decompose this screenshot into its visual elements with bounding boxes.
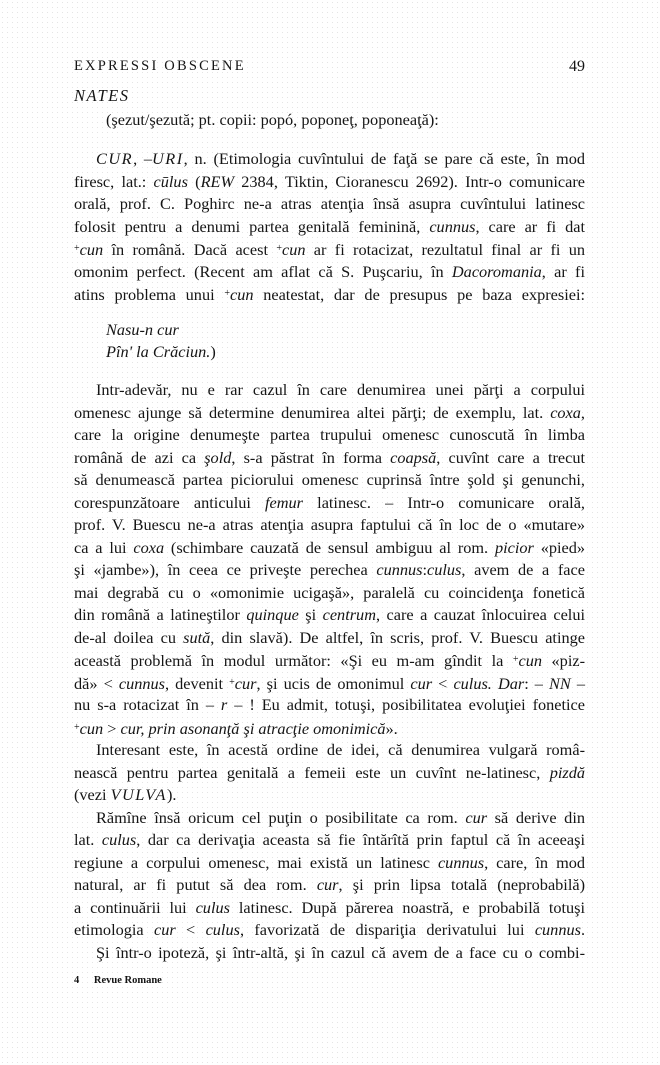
text-line: regiune a corpului omenesc, mai există un latinesc cunnus, care, în mod	[74, 853, 586, 872]
text-line: atins problema unui +cun neatestat, dar de presupus pe baza expresiei:	[74, 285, 586, 304]
text-line: nească pentru partea genitală a femeii este un cuvînt ne-latinesc, pizdă	[74, 763, 585, 782]
text-line: ca a lui coxa (schimbare cauzată de sensul ambiguu al rom. picior «pied»	[74, 538, 586, 557]
text-line: română de azi ca şold, s-a păstrat în forma coapsă, cuvînt care a trecut	[74, 448, 586, 467]
page-number: 49	[569, 58, 585, 75]
text-line: şi «jambe»), în ceea ce priveşte perechea cunnus:culus, avem de a face	[74, 560, 585, 579]
text-line: Intr-adevăr, nu e rar cazul în care denumirea unei părţi a corpului	[96, 380, 585, 399]
text-line: CUR, –URI, n. (Etimologia cuvîntului de faţă se pare că este, în mod	[96, 149, 586, 168]
entry-headword: NATES	[74, 86, 130, 105]
text-line: natural, ar fi putut să dea rom. cur, şi prin lipsa totală (neprobabilă)	[74, 875, 586, 894]
text-line: această problemă în modul următor: «Şi eu m-am gîndit la +cun «piz-	[74, 651, 585, 670]
signature-footer	[74, 975, 162, 986]
text-line: dă» < cunnus, devenit +cur, şi ucis de omonimul cur < culus. Dar: – NN –	[74, 674, 586, 693]
text-line: +cun > cur, prin asonanţă şi atracţie omonimică».	[74, 719, 398, 738]
signature-number: 4	[74, 975, 80, 986]
text-line: +cun în română. Dacă acest +cun ar fi rotacizat, rezultatul final ar fi un	[74, 240, 585, 259]
text-line: omonim perfect. (Recent am aflat că S. Puşcariu, în Dacoromania, ar fi	[74, 262, 585, 281]
text-line: etimologia cur < culus, favorizată de dispariţia derivatului lui cunnus.	[74, 920, 586, 939]
text-line: mai degrabă cu o «omonimie ucigaşă», paralelă cu coincidenţa fonetică	[74, 583, 585, 602]
verse-line: Pîn' la Crăciun.)	[106, 342, 216, 361]
text-line: nu s-a rotacizat în – r – ! Eu admit, totuşi, posibilitatea evoluţiei fonetice	[74, 695, 585, 714]
text-line: omenesc ajunge să determine denumirea altei părţi; de exemplu, lat. coxa,	[74, 403, 585, 422]
journal-name: Revue Romane	[93, 975, 162, 986]
text-line: lat. culus, dar ca derivaţia aceasta să fie întărîtă prin faptul că în aceeaşi	[74, 830, 585, 849]
text-line: corespunzătoare anticului femur latinesc. – Intr-o comunicare orală,	[74, 493, 585, 512]
text-line: prof. V. Buescu ne-a atras atenţia asupra faptului că în loc de o «mutare»	[74, 515, 585, 534]
text-line: care la origine denumeşte partea trupului omenesc cunoscută în limba	[74, 425, 585, 444]
text-line: firesc, lat.: cūlus (REW 2384, Tiktin, Cioranescu 2692). Intr-o comunicare	[74, 172, 585, 191]
verse-line: Nasu-n cur	[106, 320, 179, 339]
text-line: folosit pentru a denumi partea genitală feminină, cunnus, care ar fi dat	[74, 217, 586, 236]
text-line: din română a latineştilor quinque şi centrum, care a cauzat înlocuirea celui	[74, 605, 585, 624]
text-line: Interesant este, în acestă ordine de idei, că denumirea vulgară româ-	[96, 740, 585, 759]
text-line: orală, prof. C. Poghirc ne-a atras atenţia însă asupra cuvîntului latinesc	[74, 194, 585, 213]
running-head	[74, 58, 585, 75]
running-title: EXPRESSI OBSCENE	[74, 58, 246, 74]
entry-synonyms: (şezut/şezută; pt. copii: popó, poponeţ, poponeaţă):	[106, 110, 439, 129]
text-line: Rămîne însă oricum cel puţin o posibilitate ca rom. cur să derive din	[96, 808, 585, 827]
text-line: a continuării lui culus latinesc. După părerea noastră, e probabilă totuşi	[74, 898, 586, 917]
text-line: de-al doilea cu sută, din slavă). De altfel, în scris, prof. V. Buescu atinge	[74, 628, 585, 647]
text-line: Şi într-o ipoteză, şi într-altă, şi în cazul că avem de a face cu o combi-	[96, 943, 585, 962]
text-line: să denumească partea piciorului omenesc cuprinsă între şold şi genunchi,	[74, 470, 585, 489]
text-line: (vezi VULVA).	[74, 785, 177, 804]
